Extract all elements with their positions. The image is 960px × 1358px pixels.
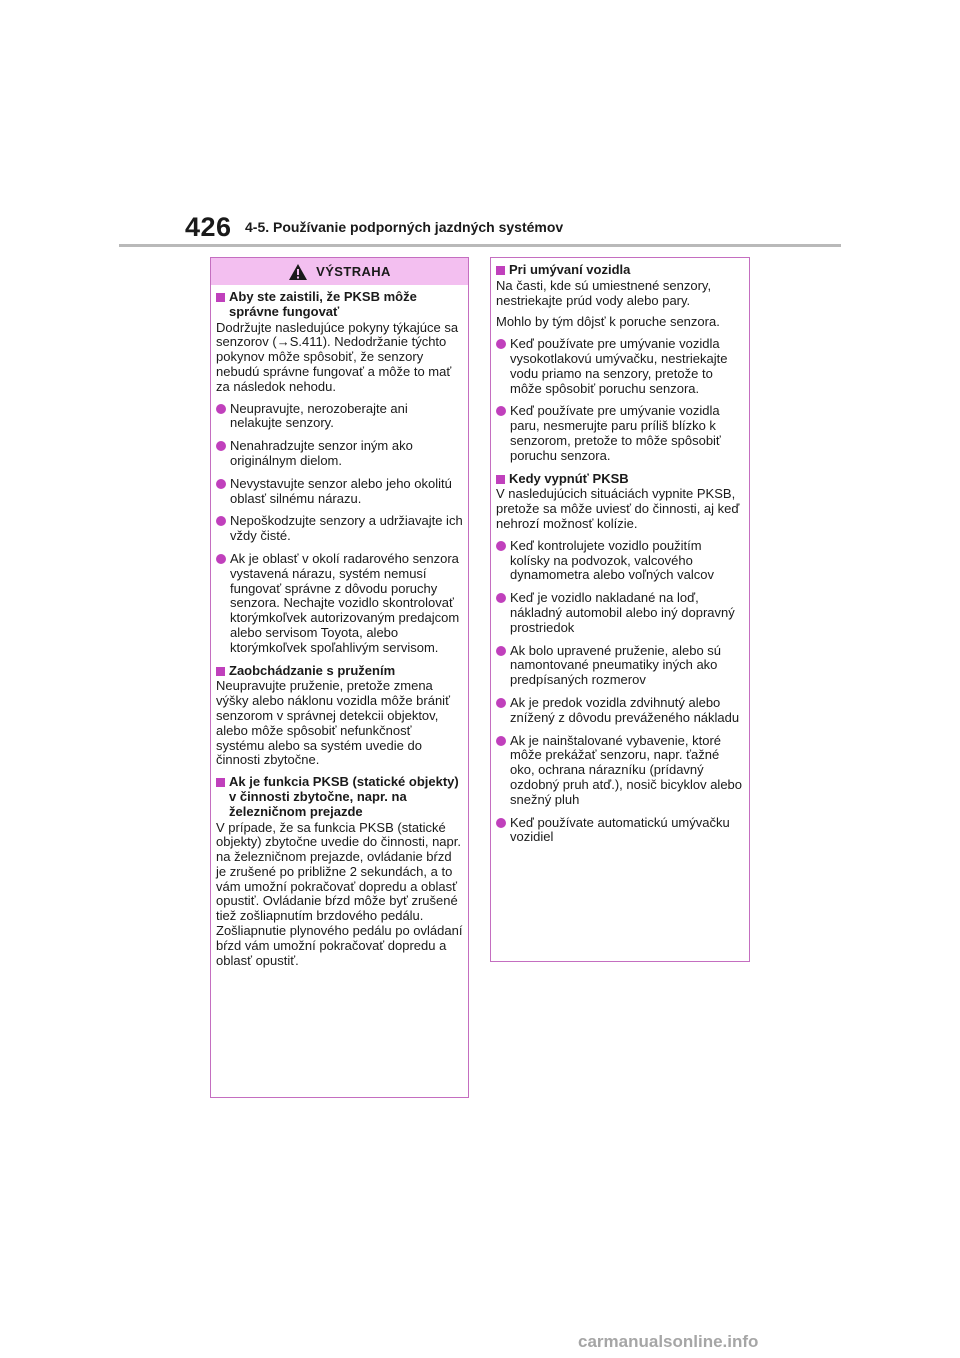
list-item: Keď používate pre umývanie vozidla vysokotlakovú umývačku, nestriekajte vodu priamo na senzory, pretože to môže spôsobiť poruchu senzora. bbox=[496, 337, 744, 396]
circle-bullet-icon bbox=[216, 554, 226, 564]
list-item: Ak bolo upravené pruženie, alebo sú namontované pneumatiky iných ako predpísaných rozmerov bbox=[496, 644, 744, 688]
watermark-logo: carmanualsonline.info bbox=[578, 1332, 759, 1351]
section-heading: Aby ste zaistili, že PKSB môže správne fungovať bbox=[216, 290, 463, 320]
circle-bullet-icon bbox=[496, 593, 506, 603]
list-item: Nenahradzujte senzor iným ako originálnym dielom. bbox=[216, 439, 463, 469]
list-item: Nevystavujte senzor alebo jeho okolitú oblasť silnému nárazu. bbox=[216, 477, 463, 507]
warning-header bbox=[211, 258, 468, 285]
list-item: Ak je predok vozidla zdvihnutý alebo znížený z dôvodu preváženého nákladu bbox=[496, 696, 744, 726]
section-heading: Kedy vypnúť PKSB bbox=[496, 472, 744, 487]
list-item: Keď používate pre umývanie vozidla paru, nesmerujte paru príliš blízko k senzorom, pretože to môže spôsobiť poruchu senzora. bbox=[496, 404, 744, 463]
circle-bullet-icon bbox=[216, 516, 226, 526]
paragraph: V prípade, že sa funkcia PKSB (statické objekty) zbytočne uvedie do činnosti, napr. na železničnom prejazde, ovládanie bŕzd je zrušené po približne 2 sekundách, a to vám umožní pokračovať dopredu a oblasť opustiť. Ovládanie bŕzd môže byť zrušené tiež zošliapnutím brzdového pedálu. Zošliapnutie plynového pedálu po ovládaní bŕzd vám umožní pokračovať dopredu a oblasť opustiť. bbox=[216, 819, 463, 968]
circle-bullet-icon bbox=[216, 404, 226, 414]
section-heading: Zaobchádzanie s pružením bbox=[216, 664, 463, 679]
notice-content bbox=[491, 258, 749, 845]
square-bullet-icon bbox=[496, 266, 505, 275]
circle-bullet-icon bbox=[216, 441, 226, 451]
warning-box bbox=[210, 257, 469, 1098]
section-heading: Pri umývaní vozidla bbox=[496, 263, 744, 278]
list-item: Ak je nainštalované vybavenie, ktoré môže prekážať senzoru, napr. ťažné oko, ochrana nárazníku (prídavný ozdobný pruh atď.), nosič bicyklov alebo snežný pluh bbox=[496, 734, 744, 808]
list-item: Ak je oblasť v okolí radarového senzora vystavená nárazu, systém nemusí fungovať správne z dôvodu poruchy senzora. Nechajte vozidlo skontrolovať ktorýmkoľvek autorizovaným predajcom alebo servisom Toyota, alebo ktorýmkoľvek spoľahlivým servisom. bbox=[216, 552, 463, 656]
warning-content bbox=[211, 285, 468, 968]
header-divider bbox=[119, 244, 841, 247]
square-bullet-icon bbox=[496, 475, 505, 484]
square-bullet-icon bbox=[216, 778, 225, 787]
circle-bullet-icon bbox=[496, 406, 506, 416]
warning-title: VÝSTRAHA bbox=[316, 264, 391, 279]
paragraph: Na časti, kde sú umiestnené senzory, nestriekajte prúd vody alebo pary. bbox=[496, 277, 712, 308]
circle-bullet-icon bbox=[496, 818, 506, 828]
paragraph: Mohlo by tým dôjsť k poruche senzora. bbox=[496, 314, 720, 330]
warning-triangle-icon bbox=[288, 263, 308, 281]
paragraph: V nasledujúcich situáciách vypnite PKSB, pretože sa môže uviesť do činnosti, aj keď nehrozí možnosť kolízie. bbox=[496, 486, 740, 531]
page-number: 426 bbox=[185, 212, 232, 242]
circle-bullet-icon bbox=[496, 646, 506, 656]
square-bullet-icon bbox=[216, 667, 225, 676]
section-title: 4-5. Používanie podporných jazdných systémov bbox=[245, 219, 564, 235]
paragraph: Neupravujte pruženie, pretože zmena výšky alebo náklonu vozidla môže brániť senzorom v správnej detekcii objektov, alebo môže spôsobiť nefunkčnosť systému alebo sa systém uvedie do činnosti zbytočne. bbox=[216, 678, 450, 768]
circle-bullet-icon bbox=[496, 698, 506, 708]
section-heading: Ak je funkcia PKSB (statické objekty) v činnosti zbytočne, napr. na železničnom prejazde bbox=[216, 775, 463, 819]
circle-bullet-icon bbox=[496, 736, 506, 746]
list-item: Keď používate automatickú umývačku vozidiel bbox=[496, 816, 744, 846]
notice-box bbox=[490, 257, 750, 962]
list-item: Keď je vozidlo nakladané na loď, nákladný automobil alebo iný dopravný prostriedok bbox=[496, 591, 744, 635]
square-bullet-icon bbox=[216, 293, 225, 302]
paragraph: Dodržujte nasledujúce pokyny týkajúce sa senzorov (→S.411). Nedodržanie týchto pokynov môže spôsobiť, že senzory nebudú správne fungovať a môže to mať za následok nehodu. bbox=[216, 319, 459, 394]
circle-bullet-icon bbox=[496, 339, 506, 349]
list-item: Nepoškodzujte senzory a udržiavajte ich vždy čisté. bbox=[216, 514, 463, 544]
circle-bullet-icon bbox=[216, 479, 226, 489]
list-item: Neupravujte, nerozoberajte ani nelakujte senzory. bbox=[216, 402, 463, 432]
list-item: Keď kontrolujete vozidlo použitím kolísky na podvozok, valcového dynamometra alebo voľných valcov bbox=[496, 539, 744, 583]
circle-bullet-icon bbox=[496, 541, 506, 551]
